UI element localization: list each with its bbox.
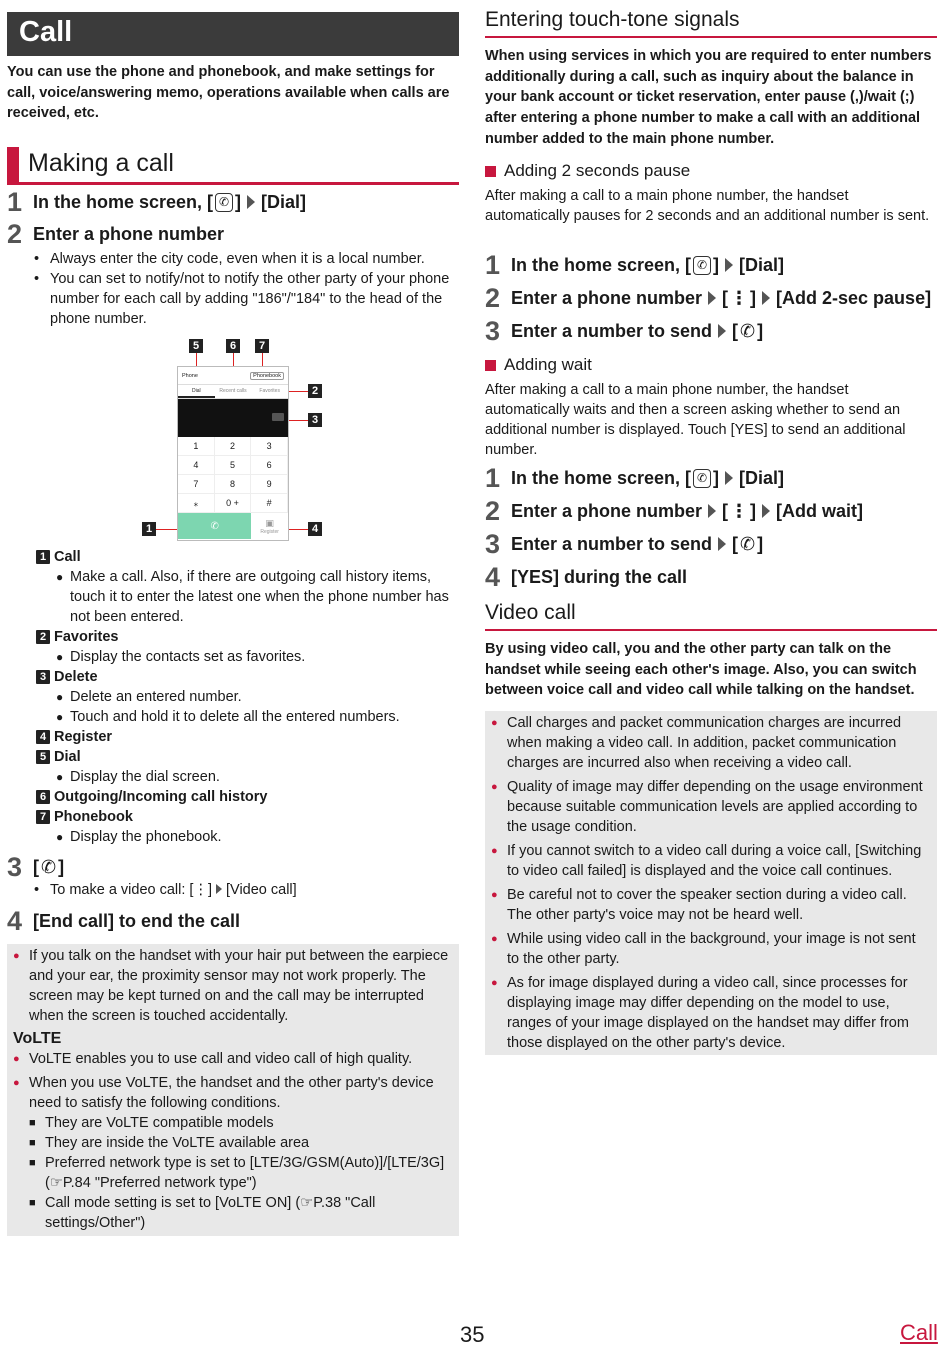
pause-text: After making a call to a main phone number, the handset automatically pauses for 2 seconds and an additional number is sent. — [485, 188, 930, 224]
condition-item: ■ Preferred network type is set to [LTE/3G/GSM(Auto)]/[LTE/3G] (☞P.84 "Preferred network type") — [7, 1153, 459, 1193]
key-9[interactable]: 9 — [251, 475, 288, 494]
legend-desc: ● Delete an entered number. — [36, 687, 460, 707]
section-heading-text: Making a call — [28, 149, 174, 177]
pause-heading: Adding 2 seconds pause — [485, 161, 690, 181]
callout-1: 1 — [142, 522, 156, 536]
step-1: 1 In the home screen, [ ✆ ] [Dial] — [7, 186, 307, 217]
number-display — [178, 399, 288, 437]
phone-icon: ✆ — [693, 256, 711, 275]
chapter-intro: You can use the phone and phonebook, and make settings for call, voice/answering memo, operations available when calls are received, etc. — [7, 64, 450, 122]
callout-2: 2 — [308, 384, 322, 398]
menu-icon: ⋮ — [193, 882, 208, 898]
legend-desc: ● Display the phonebook. — [36, 827, 460, 847]
wait-step-1: 1 In the home screen, [ ✆ ] [Dial] — [485, 462, 785, 493]
dial-keypad — [178, 437, 288, 513]
legend-item: 5 Dial — [36, 747, 460, 767]
key-2[interactable]: 2 — [215, 437, 252, 456]
legend-item: 4 Register — [36, 727, 460, 747]
legend-item: 1 Call — [36, 547, 460, 567]
step-2: 2 Enter a phone number — [7, 218, 225, 249]
notes-box — [7, 944, 459, 1236]
list-item: • You can set to notify/not to notify the other party of your phone number for each call by adding "186"/"184" to the head of the phone number. — [34, 269, 459, 329]
key-star[interactable]: ⁎ — [178, 494, 215, 513]
key-0[interactable]: 0 + — [215, 494, 252, 513]
legend-item: 7 Phonebook — [36, 807, 460, 827]
triangle-arrow-icon — [708, 291, 716, 305]
triangle-arrow-icon — [708, 504, 716, 518]
callout-4: 4 — [308, 522, 322, 536]
phone-icon: ✆ — [210, 520, 219, 532]
note: ● As for image displayed during a video call, since processes for displaying image may differ depending on the model to use, ranges of your image displayed on the handset may differ from those displayed on the other party's device. — [485, 973, 931, 1053]
triangle-arrow-icon — [718, 324, 726, 338]
condition-item: ■ Call mode setting is set to [VoLTE ON] (☞P.38 "Call settings/Other") — [7, 1193, 459, 1233]
wait-text: After making a call to a main phone number, the handset automatically waits and then a screen asking whether to send an additional number is displayed. Touch [YES] to send an additional number. — [485, 382, 906, 458]
wait-step-4: 4 [YES] during the call — [485, 561, 688, 592]
pause-step-2: 2 Enter a phone number [ ⋮ ] [Add 2-sec pause] — [485, 282, 932, 313]
video-notes-box — [485, 711, 937, 1055]
triangle-arrow-icon — [725, 471, 733, 485]
section-link[interactable]: Call — [900, 1320, 938, 1345]
triangle-arrow-icon — [718, 537, 726, 551]
note: ● When you use VoLTE, the handset and the other party's device need to satisfy the following conditions. — [7, 1073, 459, 1113]
condition-item: ■ They are inside the VoLTE available area — [7, 1133, 459, 1153]
phone-label: Phone — [182, 372, 198, 379]
list-item: • Always enter the city code, even when it is a local number. — [34, 249, 459, 269]
legend-item: 6 Outgoing/Incoming call history — [36, 787, 460, 807]
note: ● Quality of image may differ depending on the usage environment because suitable communication levels are applied according to the usage condition. — [485, 777, 931, 837]
phone-icon: ✆ — [740, 320, 756, 341]
callout-7: 7 — [255, 339, 269, 353]
note: ● While using video call in the background, your image is not sent to the other party. — [485, 929, 931, 969]
pause-step-1: 1 In the home screen, [ ✆ ] [Dial] — [485, 249, 785, 280]
call-button[interactable] — [178, 513, 251, 539]
dial-screen-figure — [140, 336, 330, 546]
video-call-intro: By using video call, you and the other party can talk on the handset while seeing each other's image. Also, you can switch between voice call and video call while talking on the handset. — [485, 641, 917, 699]
wait-step-2: 2 Enter a phone number [ ⋮ ] [Add wait] — [485, 495, 864, 526]
phonebook-button[interactable]: Phonebook — [250, 372, 284, 380]
note: ● VoLTE enables you to use call and video call of high quality. — [7, 1049, 459, 1069]
condition-item: ■ They are VoLTE compatible models — [7, 1113, 459, 1133]
phone-screen — [177, 366, 289, 541]
touch-tone-heading: Entering touch-tone signals — [485, 8, 937, 38]
step-3: 3 [ ✆ ] — [7, 851, 65, 882]
step-2-bullets — [34, 249, 459, 329]
menu-icon: ⋮ — [730, 287, 749, 308]
triangle-arrow-icon — [762, 291, 770, 305]
wait-heading: Adding wait — [485, 355, 592, 375]
volte-heading: VoLTE — [13, 1030, 62, 1047]
tab-favorites[interactable]: Favorites — [259, 388, 280, 394]
note: ● If you cannot switch to a video call during a voice call, [Switching to video call failed] is displayed and the voice call continues. — [485, 841, 931, 881]
add-contact-icon: ▣ — [265, 517, 274, 528]
note: ● Be careful not to cover the speaker section during a video call. The other party's voice may not be heard well. — [485, 885, 931, 925]
video-call-heading: Video call — [485, 601, 937, 631]
phone-icon: ✆ — [740, 533, 756, 554]
legend-item: 3 Delete — [36, 667, 460, 687]
delete-icon[interactable] — [272, 413, 284, 421]
key-8[interactable]: 8 — [215, 475, 252, 494]
triangle-arrow-icon — [247, 195, 255, 209]
phone-icon: ✆ — [215, 193, 233, 212]
legend-desc: ● Touch and hold it to delete all the entered numbers. — [36, 707, 460, 727]
key-5[interactable]: 5 — [215, 456, 252, 475]
step-4: 4 [End call] to end the call — [7, 905, 241, 936]
chapter-title: Call — [7, 12, 459, 56]
pause-step-3: 3 Enter a number to send [ ✆ ] — [485, 315, 764, 346]
heading-mark — [7, 147, 19, 182]
callout-6: 6 — [226, 339, 240, 353]
legend-desc: ● Make a call. Also, if there are outgoing call history items, touch it to enter the latest one when the phone number has not been entered. — [36, 567, 460, 627]
touch-tone-intro: When using services in which you are required to enter numbers additionally during a call, such as inquiry about the balance in your bank account or ticket reservation, enter pause (,)/wait (;) after entering a phone number to make a call with an additional number added to the main phone number. — [485, 48, 932, 147]
list-item: • To make a video call: [⋮] [Video call] — [34, 880, 459, 900]
key-1[interactable]: 1 — [178, 437, 215, 456]
legend-desc: ● Display the contacts set as favorites. — [36, 647, 460, 667]
register-button[interactable]: ▣ Register — [260, 517, 279, 535]
triangle-arrow-icon — [762, 504, 770, 518]
key-7[interactable]: 7 — [178, 475, 215, 494]
figure-legend — [36, 547, 460, 847]
menu-icon: ⋮ — [730, 500, 749, 521]
callout-5: 5 — [189, 339, 203, 353]
key-hash[interactable]: # — [251, 494, 288, 513]
key-3[interactable]: 3 — [251, 437, 288, 456]
tab-dial[interactable]: Dial — [178, 385, 215, 398]
key-4[interactable]: 4 — [178, 456, 215, 475]
note: ● If you talk on the handset with your hair put between the earpiece and your ear, the proximity sensor may not work properly. The screen may be kept turned on and the call may be interrupted when the screen is touched accidentally. — [7, 946, 459, 1026]
phone-icon: ✆ — [41, 856, 57, 877]
tab-recent-calls[interactable]: Recent calls — [219, 388, 247, 394]
legend-item: 2 Favorites — [36, 627, 460, 647]
triangle-arrow-icon — [725, 258, 733, 272]
triangle-arrow-icon — [216, 884, 222, 894]
wait-step-3: 3 Enter a number to send [ ✆ ] — [485, 528, 764, 559]
section-heading-making-call — [7, 147, 459, 185]
legend-desc: ● Display the dial screen. — [36, 767, 460, 787]
step-3-bullets — [34, 880, 459, 900]
page-number: 35 — [460, 1322, 485, 1347]
key-6[interactable]: 6 — [251, 456, 288, 475]
note: ● Call charges and packet communication charges are incurred when making a video call. In addition, packet communication charges are incurred also when receiving a video call. — [485, 713, 931, 773]
phone-icon: ✆ — [693, 469, 711, 488]
callout-3: 3 — [308, 413, 322, 427]
